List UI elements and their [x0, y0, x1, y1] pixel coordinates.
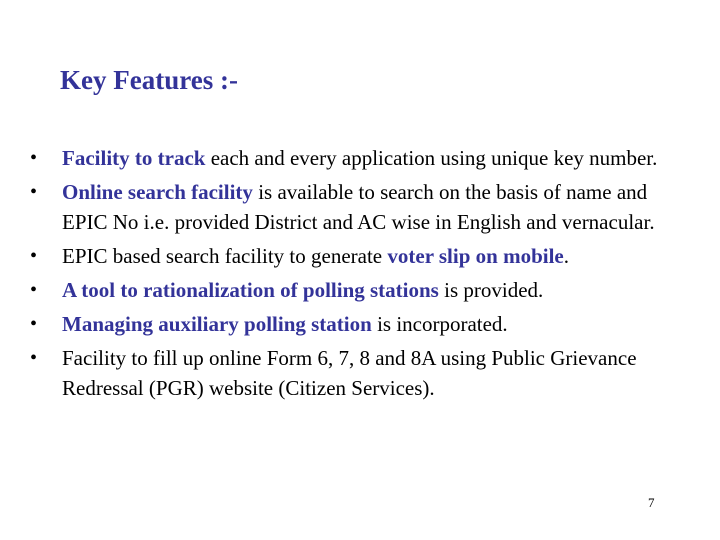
bullet-text: Facility to fill up online Form 6, 7, 8 and 8A using Public Grievance Redressal (PGR) website (Citizen Services).: [62, 346, 637, 400]
bullet-icon: •: [30, 347, 38, 369]
slide-title: Key Features :-: [60, 65, 238, 95]
list-item: [30, 143, 690, 173]
list-item: [30, 343, 690, 403]
feature-list: [30, 143, 690, 407]
bullet-icon: •: [30, 181, 38, 203]
bullet-text: is incorporated.: [371, 312, 508, 336]
bullet-icon: •: [30, 245, 38, 267]
bullet-text: is provided.: [438, 278, 544, 302]
list-item: [30, 177, 690, 237]
bullet-highlight: Online search facility: [62, 180, 253, 204]
bullet-highlight: Facility to track: [62, 146, 206, 170]
bullet-text: EPIC based search facility to generate: [62, 244, 388, 268]
bullet-highlight: A tool to rationalization of polling stations: [62, 278, 439, 302]
bullet-text: is available to search on the basis of name and EPIC No i.e. provided District and AC wise in English and vernacular.: [62, 180, 655, 234]
bullet-highlight: Managing auxiliary polling station: [62, 312, 372, 336]
bullet-icon: •: [30, 313, 38, 335]
bullet-text: each and every application using unique key number.: [205, 146, 658, 170]
bullet-highlight: voter slip on mobile: [387, 244, 564, 268]
bullet-text: .: [563, 244, 569, 268]
list-item: [30, 275, 690, 305]
list-item: [30, 241, 690, 271]
bullet-icon: •: [30, 147, 38, 169]
bullet-icon: •: [30, 279, 38, 301]
list-item: [30, 309, 690, 339]
page-number: 7: [648, 495, 655, 510]
